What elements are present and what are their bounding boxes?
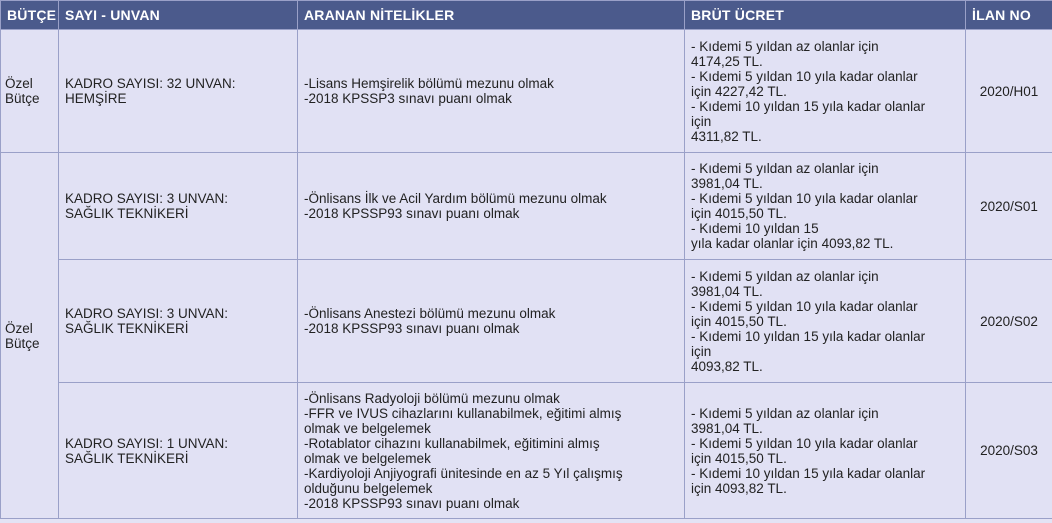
cell-sayi-unvan xyxy=(59,260,298,383)
cell-text: için 4015,50 TL. xyxy=(691,450,787,466)
cell-text: KADRO SAYISI: 3 UNVAN: xyxy=(65,191,229,206)
cell-text: 4311,82 TL. xyxy=(691,128,762,144)
cell-butce xyxy=(1,30,59,153)
table-row xyxy=(1,153,1052,260)
cell-text: Bütçe xyxy=(5,91,40,106)
cell-ucret xyxy=(685,153,966,260)
header-ucret: BRÜT ÜCRET xyxy=(685,1,966,30)
cell-ucret xyxy=(685,383,966,519)
cell-nitelikler xyxy=(298,153,685,260)
cell-text: KADRO SAYISI: 32 UNVAN: xyxy=(65,76,236,91)
cell-text: için 4015,50 TL. xyxy=(691,313,787,329)
cell-text: SAĞLIK TEKNİKERİ xyxy=(65,450,189,466)
header-ilan-no: İLAN NO xyxy=(966,1,1052,30)
cell-text: -2018 KPSSP93 sınavı puanı olmak xyxy=(304,495,520,511)
cell-text: 3981,04 TL. xyxy=(691,283,763,299)
cell-text: -Önlisans İlk ve Acil Yardım bölümü mezunu olmak xyxy=(304,191,607,206)
cell-text: için 4093,82 TL. xyxy=(691,480,787,496)
cell-ilan-no: 2020/H01 xyxy=(966,30,1052,153)
cell-text: KADRO SAYISI: 1 UNVAN: xyxy=(65,435,229,451)
cell-sayi-unvan xyxy=(59,30,298,153)
header-butce: BÜTÇE xyxy=(1,1,59,30)
cell-text: 3981,04 TL. xyxy=(691,420,763,436)
cell-text: SAĞLIK TEKNİKERİ xyxy=(65,321,189,336)
cell-text: Özel xyxy=(5,76,33,91)
cell-sayi-unvan xyxy=(59,383,298,519)
cell-text: - Kıdemi 5 yıldan az olanlar için xyxy=(691,38,879,54)
cell-text: - Kıdemi 10 yıldan 15 yıla kadar olanlar xyxy=(691,328,926,344)
cell-ucret xyxy=(685,30,966,153)
cell-text: için xyxy=(691,113,712,129)
table-row xyxy=(1,260,1052,383)
cell-text: - Kıdemi 5 yıldan az olanlar için xyxy=(691,161,879,176)
table-row xyxy=(1,383,1052,519)
cell-text: -2018 KPSSP93 sınavı puanı olmak xyxy=(304,321,520,336)
table-row xyxy=(1,30,1052,153)
cell-text: 4093,82 TL. xyxy=(691,358,763,374)
cell-text: -Rotablator cihazını kullanabilmek, eğitimini almış xyxy=(304,435,600,451)
cell-nitelikler xyxy=(298,260,685,383)
cell-text: yıla kadar olanlar için 4093,82 TL. xyxy=(691,236,894,251)
cell-nitelikler xyxy=(298,383,685,519)
cell-text: olduğunu belgelemek xyxy=(304,480,433,496)
cell-text: - Kıdemi 10 yıldan 15 yıla kadar olanlar xyxy=(691,98,926,114)
cell-text: HEMŞİRE xyxy=(65,91,127,106)
cell-text: - Kıdemi 5 yıldan az olanlar için xyxy=(691,405,879,421)
cell-text: - Kıdemi 5 yıldan 10 yıla kadar olanlar xyxy=(691,298,918,314)
cell-text: - Kıdemi 5 yıldan 10 yıla kadar olanlar xyxy=(691,435,918,451)
cell-text: -Önlisans Anestezi bölümü mezunu olmak xyxy=(304,306,556,321)
header-nitelikler: ARANAN NİTELİKLER xyxy=(298,1,685,30)
cell-text: Özel xyxy=(5,320,33,336)
header-row xyxy=(1,1,1052,30)
cell-butce xyxy=(1,153,59,519)
cell-sayi-unvan xyxy=(59,153,298,260)
cell-text: SAĞLIK TEKNİKERİ xyxy=(65,206,189,221)
cell-text: -2018 KPSSP93 sınavı puanı olmak xyxy=(304,206,520,221)
cell-text: - Kıdemi 5 yıldan 10 yıla kadar olanlar xyxy=(691,68,918,84)
cell-ilan-no: 2020/S01 xyxy=(966,153,1052,260)
cell-text: - Kıdemi 10 yıldan 15 yıla kadar olanlar xyxy=(691,465,926,481)
cell-text: KADRO SAYISI: 3 UNVAN: xyxy=(65,306,229,321)
cell-text: 3981,04 TL. xyxy=(691,176,763,191)
cell-nitelikler xyxy=(298,30,685,153)
cell-text: -FFR ve IVUS cihazlarını kullanabilmek, eğitimi almış xyxy=(304,405,622,421)
cell-text: Bütçe xyxy=(5,335,40,351)
cell-text: - Kıdemi 5 yıldan 10 yıla kadar olanlar xyxy=(691,191,918,206)
cell-text: 4174,25 TL. xyxy=(691,53,763,69)
cell-text: için 4015,50 TL. xyxy=(691,206,787,221)
cell-text: olmak ve belgelemek xyxy=(304,450,431,466)
cell-text: -Lisans Hemşirelik bölümü mezunu olmak xyxy=(304,76,554,91)
cell-ilan-no: 2020/S02 xyxy=(966,260,1052,383)
cell-ucret xyxy=(685,260,966,383)
header-sayi-unvan: SAYI - UNVAN xyxy=(59,1,298,30)
cell-text: -2018 KPSSP3 sınavı puanı olmak xyxy=(304,91,512,106)
cell-text: - Kıdemi 5 yıldan az olanlar için xyxy=(691,268,879,284)
cell-text: için xyxy=(691,343,712,359)
cell-ilan-no: 2020/S03 xyxy=(966,383,1052,519)
cell-text: - Kıdemi 10 yıldan 15 xyxy=(691,221,819,236)
cell-text: -Önlisans Radyoloji bölümü mezunu olmak xyxy=(304,390,560,406)
cell-text: olmak ve belgelemek xyxy=(304,420,431,436)
cell-text: için 4227,42 TL. xyxy=(691,83,787,99)
cell-text: -Kardiyoloji Anjiyografi ünitesinde en az 5 Yıl çalışmış xyxy=(304,465,623,481)
